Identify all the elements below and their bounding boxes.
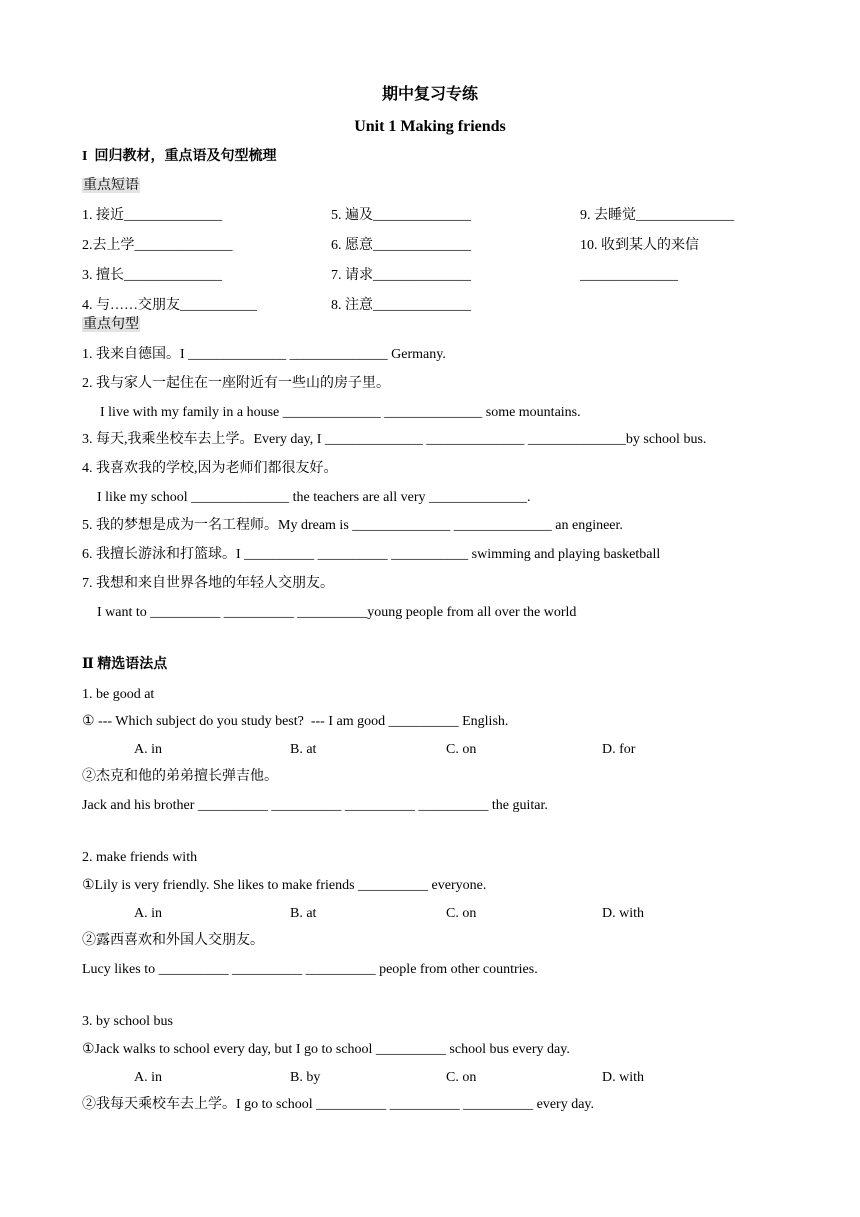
phrase-10: 10. 收到某人的来信 [580, 238, 699, 253]
item1-option-c: C. on [446, 742, 477, 757]
phrase-1: 1. 接近______________ [82, 208, 222, 223]
sentence-3: 3. 每天,我乘坐校车去上学。Every day, I ______________ ______________ ______________by school bus. [82, 432, 707, 447]
sentence-1: 1. 我来自德国。I ______________ ______________ Germany. [82, 347, 446, 362]
page-title: 期中复习专练 [381, 86, 478, 103]
item3-translate: ②我每天乘校车去上学。I go to school __________ __________ __________ every day. [82, 1097, 594, 1112]
item2-option-a: A. in [134, 906, 162, 921]
item1-translate-en: Jack and his brother __________ __________ __________ __________ the guitar. [82, 798, 548, 813]
item3-option-d: D. with [602, 1070, 644, 1085]
sentence-2-cn: 2. 我与家人一起住在一座附近有一些山的房子里。 [82, 376, 390, 391]
phrase-6: 6. 愿意______________ [331, 238, 471, 253]
item2-translate-cn: ②露西喜欢和外国人交朋友。 [82, 933, 264, 948]
sentence-6: 6. 我擅长游泳和打篮球。I __________ __________ ___________ swimming and playing basketball [82, 547, 661, 562]
item2-option-c: C. on [446, 906, 477, 921]
item1-option-b: B. at [290, 742, 317, 757]
section2-heading: Ⅱ 精选语法点 [82, 657, 168, 672]
phrase-3: 3. 擅长______________ [82, 268, 222, 283]
item1-question: ① --- Which subject do you study best? --- I am good __________ English. [82, 714, 509, 729]
phrase-5: 5. 遍及______________ [331, 208, 471, 223]
item1-option-d: D. for [602, 742, 636, 757]
sentence-7-en: I want to __________ __________ __________young people from all over the world [97, 605, 577, 620]
phrase-8: 8. 注意______________ [331, 298, 471, 313]
sentences-label: 重点句型 [83, 317, 139, 332]
item1-translate-cn: ②杰克和他的弟弟擅长弹吉他。 [82, 769, 278, 784]
sentence-7-cn: 7. 我想和来自世界各地的年轻人交朋友。 [82, 576, 334, 591]
sentence-4-cn: 4. 我喜欢我的学校,因为老师们都很友好。 [82, 461, 338, 476]
item2-option-b: B. at [290, 906, 317, 921]
phrase-2: 2.去上学______________ [82, 238, 233, 253]
item2-translate-en: Lucy likes to __________ __________ __________ people from other countries. [82, 962, 538, 977]
phrase-7: 7. 请求______________ [331, 268, 471, 283]
item3-question: ①Jack walks to school every day, but I go to school __________ school bus every day. [82, 1042, 570, 1057]
phrase-10-blank: ______________ [580, 268, 678, 283]
item3-title: 3. by school bus [82, 1014, 173, 1029]
item1-option-a: A. in [134, 742, 162, 757]
phrases-label: 重点短语 [83, 178, 139, 193]
item2-question: ①Lily is very friendly. She likes to make friends __________ everyone. [82, 878, 487, 893]
phrase-4: 4. 与……交朋友___________ [82, 298, 257, 313]
phrase-9: 9. 去睡觉______________ [580, 208, 734, 223]
item2-title: 2. make friends with [82, 850, 198, 865]
sentence-5: 5. 我的梦想是成为一名工程师。My dream is ______________ ______________ an engineer. [82, 518, 623, 533]
page-subtitle: Unit 1 Making friends [354, 118, 506, 135]
section1-heading: I 回归教材，重点语及句型梳理 [82, 149, 277, 164]
sentence-2-en: I live with my family in a house ______________ ______________ some mountains. [100, 405, 581, 420]
item1-title: 1. be good at [82, 687, 155, 702]
item3-option-a: A. in [134, 1070, 162, 1085]
sentence-4-en: I like my school ______________ the teachers are all very ______________. [97, 490, 531, 505]
item3-option-c: C. on [446, 1070, 477, 1085]
item2-option-d: D. with [602, 906, 644, 921]
item3-option-b: B. by [290, 1070, 321, 1085]
